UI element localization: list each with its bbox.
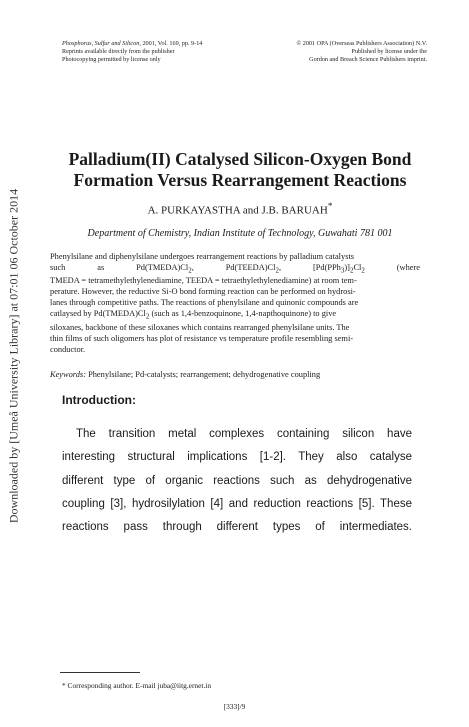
authors: A. PURKAYASTHA and J.B. BARUAH bbox=[147, 204, 328, 217]
abstract-line: lanes through competitive paths. The reactions of phenylsilane and quinonic compounds are bbox=[50, 298, 359, 308]
publisher-imprint: Gordon and Breach Science Publishers imprint. bbox=[309, 56, 427, 63]
abstract-formula: $Pd(TMEDA)Cl_2$, bbox=[136, 262, 194, 275]
publisher-license: Published by license under the bbox=[351, 48, 427, 55]
intro-line: reactions pass through different types of intermediates. bbox=[62, 521, 412, 534]
abstract-line: perature. However, the reductive Si-O bond forming reaction can be performed on hydrosi- bbox=[50, 287, 356, 297]
abstract-formula: $Pd(TEEDA)Cl_2$, bbox=[225, 262, 282, 275]
introduction-body bbox=[62, 423, 412, 539]
abstract-line: TMEDA = tetramethylethylenediamine, TEEDA = tetraethylethylenediamine) at room tem- bbox=[50, 276, 357, 286]
abstract-word: such bbox=[50, 262, 66, 272]
abstract-word: (where bbox=[396, 262, 420, 272]
author-line bbox=[40, 201, 440, 217]
keywords-text: Phenylsilane; Pd-catalysts; rearrangement; dehydrogenative coupling bbox=[85, 370, 321, 379]
intro-line: The transition metal complexes containing silicon have bbox=[76, 428, 412, 440]
abstract-line: Phenylsilane and diphenylsilane undergoes rearrangement reactions by palladium catalysts bbox=[50, 252, 355, 261]
introduction-heading: Introduction: bbox=[62, 393, 136, 407]
journal-name: Phosphorus, Sulfur and Silicon, bbox=[62, 40, 141, 47]
abstract-line bbox=[50, 263, 420, 277]
reprints-note: Reprints available directly from the publisher bbox=[62, 48, 175, 55]
abstract-line: conductor. bbox=[50, 344, 86, 354]
intro-line: coupling [3], hydrosilylation [4] and reduction reactions [5]. These bbox=[62, 497, 412, 510]
affiliation: Department of Chemistry, Indian Institute of Technology, Guwahati 781 001 bbox=[87, 228, 393, 239]
intro-line: interesting structural implications [1-2]. They also catalyse bbox=[62, 451, 412, 464]
photocopy-note: Photocopying permitted by license only bbox=[62, 56, 161, 63]
title-line-2: Formation Versus Rearrangement Reactions bbox=[73, 170, 407, 190]
download-watermark bbox=[0, 0, 28, 727]
title-line-1: Palladium(II) Catalysed Silicon-Oxygen Bond bbox=[68, 149, 412, 169]
abstract-line: siloxanes, backbone of these siloxanes which contains rearranged phenylsilane units. The bbox=[50, 322, 350, 332]
abstract-line: catlaysed by $Pd(TMEDA)Cl_2$ (such as 1,4-benzoquinone, 1,4-napthoquinone) to give bbox=[50, 309, 337, 321]
abstract-word: as bbox=[97, 262, 105, 272]
keywords-label: Keywords: bbox=[50, 370, 86, 379]
author-footnote-mark: * bbox=[327, 201, 333, 211]
article-title bbox=[40, 149, 440, 191]
footnote: * Corresponding author. E-mail juba@iitg.ernet.in bbox=[62, 681, 212, 690]
journal-header-right bbox=[296, 40, 427, 64]
page-number: [333]/9 bbox=[223, 702, 246, 711]
abstract-line: thin films of such oligomers has plot of resistance vs temperature profile resembling semi- bbox=[50, 333, 354, 343]
journal-header-left bbox=[62, 40, 202, 64]
abstract bbox=[50, 252, 420, 356]
abstract-formula: $[Pd(PPh_3)]_2Cl_2$ bbox=[312, 262, 365, 275]
journal-citation bbox=[62, 40, 202, 48]
footnote-rule bbox=[60, 672, 140, 673]
copyright-note: © 2001 OPA (Overseas Publishers Association) N.V. bbox=[296, 40, 427, 47]
intro-line: different type of organic reactions such as dehydrogenative bbox=[62, 474, 412, 487]
download-note: Downloaded by [Umeå University Library] at 07:01 06 October 2014 bbox=[6, 188, 21, 524]
journal-volume: 2001, Vol. 169, pp. 9-14 bbox=[140, 40, 203, 47]
keywords bbox=[50, 370, 430, 379]
